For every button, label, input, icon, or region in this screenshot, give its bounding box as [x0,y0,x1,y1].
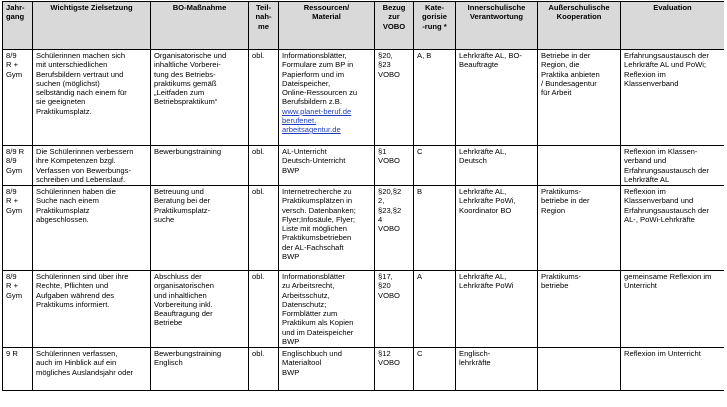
cell-ausserschulische-kooperation [538,348,621,391]
cell-ressourcen: Internetrecherche zu Praktikumsplätzen in versch. Datenbanken; Flyer;Infosäule, Flyer; Liste mit möglichen Praktikumsbetrieben der AL-Fachschaft BWP [279,186,375,271]
cell-jahrgang: 8/9 R + Gym [3,271,33,348]
cell-teilnahme: obl. [249,186,279,271]
header-kategorisierung: Kate- gorisie -rung * [414,2,456,50]
cell-kategorisierung: A [414,271,456,348]
cell-innerschulische-verantwortung: Lehrkräfte AL, Deutsch [456,146,538,186]
cell-ausserschulische-kooperation: Praktikums- betriebe [538,271,621,348]
cell-ausserschulische-kooperation [538,146,621,186]
cell-jahrgang: 8/9 R 8/9 Gym [3,146,33,186]
cell-innerschulische-verantwortung: Lehrkräfte AL, Lehrkräfte PoWi [456,271,538,348]
table-row [3,146,725,186]
cell-bezug-vobo: §20, §23 VOBO [375,50,414,146]
cell-innerschulische-verantwortung: Lehrkräfte AL, Lehrkräfte PoWi, Koordinator BO [456,186,538,271]
cell-kategorisierung: C [414,348,456,391]
cell-bezug-vobo: §1 VOBO [375,146,414,186]
cell-jahrgang: 8/9 R + Gym [3,50,33,146]
cell-zielsetzung: Die Schülerinnen verbessern ihre Kompetenzen bzgl. Verfassen von Bewerbungs- schreiben und Lebenslauf. [33,146,151,186]
cell-jahrgang: 8/9 R + Gym [3,186,33,271]
header-evaluation: Evaluation [621,2,725,50]
arbeitsagentur-link[interactable]: arbeitsagentur.de [282,125,341,134]
cell-teilnahme: obl. [249,50,279,146]
header-ausserschulische-kooperation: Außerschulische Kooperation [538,2,621,50]
header-teilnahme: Teil- nah- me [249,2,279,50]
header-jahrgang: Jahr- gang [3,2,33,50]
header-bo-massnahme: BO-Maßnahme [151,2,249,50]
cell-kategorisierung: C [414,146,456,186]
table-row [3,50,725,146]
cell-bo-massnahme: Organisatorische und inhaltliche Vorberei- tung des Betriebs- praktikums gemäß „Leitfaden zum Betriebspraktikum“ [151,50,249,146]
cell-teilnahme: obl. [249,348,279,391]
cell-ausserschulische-kooperation: Praktikums- betriebe in der Region [538,186,621,271]
cell-innerschulische-verantwortung: Englisch- lehrkräfte [456,348,538,391]
document-page [2,1,724,407]
table-row [3,348,725,391]
cell-bezug-vobo: §12 VOBO [375,348,414,391]
header-bezug-vobo: Bezug zur VOBO [375,2,414,50]
cell-zielsetzung: Schülerinnen verfassen, auch im Hinblick auf ein mögliches Auslandsjahr oder [33,348,151,391]
cell-ressourcen: Informationsblätter, Formulare zum BP in Papierform und im Dateispeicher, Online-Ressourcen zu Berufsbildern z.B. www.planet-beruf.de berufenet. arbeitsagentur.de [279,50,375,146]
cell-kategorisierung: A, B [414,50,456,146]
header-row [3,2,725,50]
cell-jahrgang: 9 R [3,348,33,391]
cell-zielsetzung: Schülerinnen haben die Suche nach einem Praktikumsplatz abgeschlossen. [33,186,151,271]
cell-evaluation: Reflexion im Klassen- verband und Erfahrungsaustausch der Lehrkräfte AL [621,146,725,186]
table-row [3,186,725,271]
cell-evaluation: Erfahrungsaustausch der Lehrkräfte AL und PoWi; Reflexion im Klassenverband [621,50,725,146]
cell-kategorisierung: B [414,186,456,271]
cell-teilnahme: obl. [249,271,279,348]
cell-ressourcen: AL-Unterricht Deutsch-Unterricht BWP [279,146,375,186]
cell-innerschulische-verantwortung: Lehrkräfte AL, BO- Beauftragte [456,50,538,146]
table-row [3,271,725,348]
cell-bo-massnahme: Abschluss der organisatorischen und inhaltlichen Vorbereitung inkl. Beauftragung der Betriebe [151,271,249,348]
header-zielsetzung: Wichtigste Zielsetzung [33,2,151,50]
cell-evaluation: Reflexion im Unterricht [621,348,725,391]
cell-ressourcen: Englischbuch und Materialtool BWP [279,348,375,391]
cell-zielsetzung: Schülerinnen machen sich mit unterschiedlichen Berufsbildern vertraut und suchen (möglichst) selbständig nach einem für sie geeigneten Praktikumsplatz. [33,50,151,146]
berufenet-link[interactable]: berufenet. [282,115,317,125]
cell-evaluation: Reflexion im Klassenverband und Erfahrungsaustausch der AL-, PoWi-Lehrkräfte [621,186,725,271]
cell-zielsetzung: Schülerinnen sind über ihre Rechte, Pflichten und Aufgaben während des Praktikums informiert. [33,271,151,348]
cell-bo-massnahme: Betreuung und Beratung bei der Praktikumsplatz- suche [151,186,249,271]
cell-ressourcen: Informationsblätter zu Arbeitsrecht, Arbeitsschutz, Datenschutz; Formblätter zum Praktikum als Kopien und im Dateispeicher BWP [279,271,375,348]
cell-ausserschulische-kooperation: Betriebe in der Region, die Praktika anbieten / Bundesagentur für Arbeit [538,50,621,146]
cell-bezug-vobo: §20,§2 2, §23,§2 4 VOBO [375,186,414,271]
cell-bo-massnahme: Bewerbungstraining [151,146,249,186]
header-ressourcen: Ressourcen/ Material [279,2,375,50]
career-orientation-table [2,1,724,391]
planet-beruf-link[interactable]: www.planet-beruf.de [282,106,352,116]
cell-teilnahme: obl. [249,146,279,186]
header-innerschulische-verantwortung: Innerschulische Verantwortung [456,2,538,50]
cell-bezug-vobo: §17, §20 VOBO [375,271,414,348]
cell-bo-massnahme: Bewerbungstraining Englisch [151,348,249,391]
cell-evaluation: gemeinsame Reflexion im Unterricht [621,271,725,348]
